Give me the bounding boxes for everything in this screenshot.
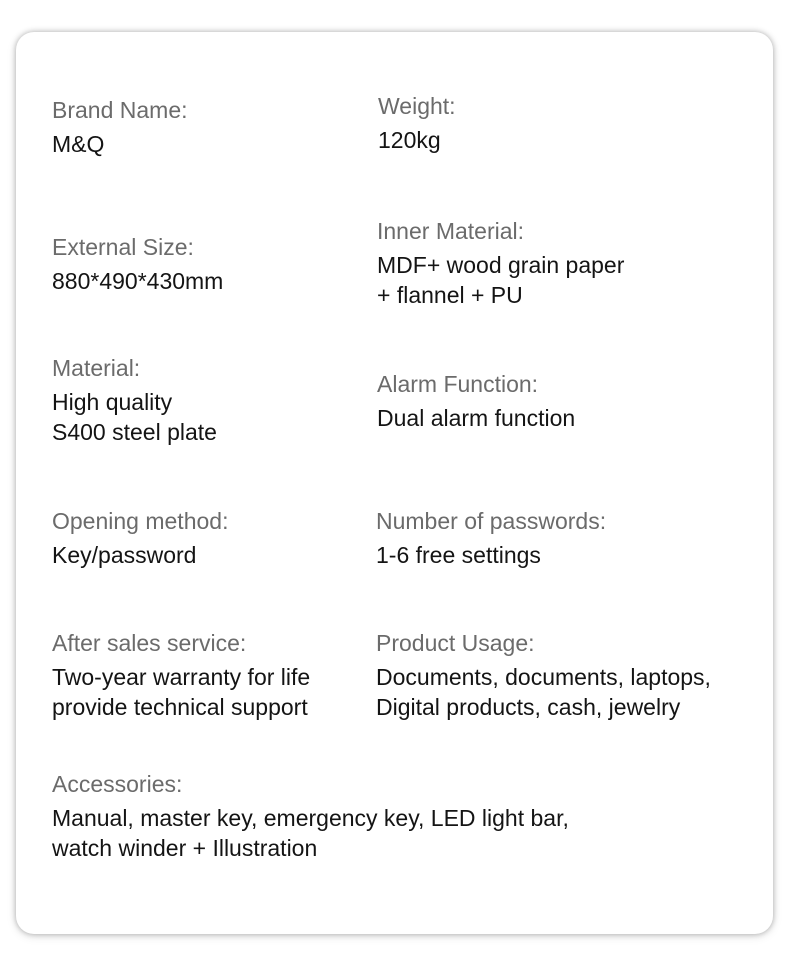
spec-value-line: 880*490*430mm — [52, 268, 224, 294]
spec-material — [52, 353, 217, 447]
spec-value — [376, 540, 606, 570]
spec-after-sales-service — [52, 628, 310, 722]
spec-value-line: Key/password — [52, 542, 197, 568]
spec-value — [52, 662, 310, 722]
spec-label: Weight: — [378, 93, 456, 119]
spec-label: Number of passwords: — [376, 508, 607, 534]
spec-value-line: provide technical support — [52, 694, 308, 720]
spec-label: External Size: — [52, 234, 194, 260]
spec-weight — [378, 91, 456, 155]
spec-label: Inner Material: — [377, 218, 525, 244]
spec-value — [52, 387, 217, 447]
spec-value — [377, 250, 624, 310]
spec-value — [378, 125, 456, 155]
spec-label: Material: — [52, 355, 141, 381]
spec-accessories — [52, 769, 569, 863]
spec-value-line: M&Q — [52, 131, 105, 157]
spec-label: Product Usage: — [376, 630, 535, 656]
spec-value — [376, 662, 711, 722]
spec-label: Alarm Function: — [377, 371, 539, 397]
spec-value — [52, 540, 228, 570]
spec-value-line: MDF+ wood grain paper — [377, 252, 625, 278]
spec-value-line: watch winder + Illustration — [52, 835, 318, 861]
spec-product-usage — [376, 628, 711, 722]
spec-card — [16, 32, 773, 934]
spec-label: Accessories: — [52, 771, 183, 797]
spec-value-line: 1-6 free settings — [376, 542, 541, 568]
spec-value — [52, 129, 188, 159]
spec-number-of-passwords — [376, 506, 606, 570]
spec-value — [52, 266, 223, 296]
spec-external-size — [52, 232, 223, 296]
spec-label: Opening method: — [52, 508, 229, 534]
spec-value-line: High quality — [52, 389, 173, 415]
spec-value-line: S400 steel plate — [52, 419, 217, 445]
spec-value-line: Two-year warranty for life — [52, 664, 311, 690]
spec-value-line: + flannel + PU — [377, 282, 523, 308]
spec-opening-method — [52, 506, 228, 570]
spec-value — [377, 403, 575, 433]
spec-inner-material — [377, 216, 624, 310]
spec-value-line: Documents, documents, laptops, — [376, 664, 711, 690]
spec-label: After sales service: — [52, 630, 247, 656]
spec-value-line: 120kg — [378, 127, 441, 153]
spec-value-line: Manual, master key, emergency key, LED light bar, — [52, 805, 569, 831]
spec-label: Brand Name: — [52, 97, 188, 123]
spec-value-line: Dual alarm function — [377, 405, 576, 431]
spec-brand-name — [52, 95, 188, 159]
spec-value-line: Digital products, cash, jewelry — [376, 694, 681, 720]
spec-value — [52, 803, 569, 863]
spec-alarm-function — [377, 369, 575, 433]
